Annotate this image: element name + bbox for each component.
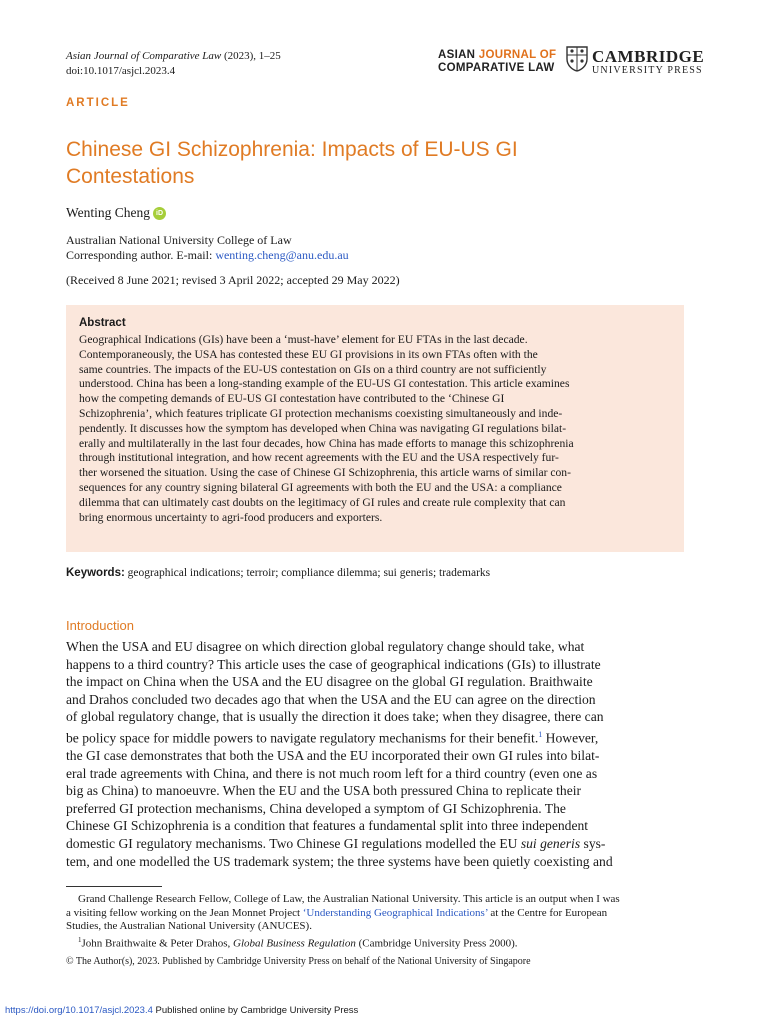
author-name: Wenting Cheng [66, 205, 151, 220]
journal-meta: (2023), 1–25 [221, 50, 281, 62]
email-link[interactable]: wenting.cheng@anu.edu.au [215, 248, 349, 262]
abstract-text [79, 333, 671, 525]
doi-line[interactable]: doi:10.1017/asjcl.2023.4 [66, 65, 176, 77]
article-type: ARTICLE [66, 97, 130, 109]
body-line: the impact on China when the USA and the EU disagree on the global GI regulation. Braithwaite [66, 674, 593, 690]
body-line: big as China) to manoeuvre. When the EU and the USA both pressured China to replicate their [66, 783, 582, 799]
affiliation [66, 233, 349, 263]
article-dates: (Received 8 June 2021; revised 3 April 2022; accepted 29 May 2022) [66, 273, 400, 287]
abstract-line: understood. China has been a long-standing example of the EU-US GI contestation. This article examines [79, 377, 570, 391]
footnote-affiliation-3: Studies, the Australian National University (ANUCES). [66, 920, 312, 932]
page-footer [5, 1005, 358, 1016]
abstract-line: bring enormous uncertainty to agri-food producers and exporters. [79, 510, 383, 524]
ajcl-logo-asian: ASIAN [438, 49, 479, 61]
author-line [66, 205, 166, 221]
body-line: the GI case demonstrates that both the USA and the EU incorporated their own GI rules into bilat- [66, 748, 600, 764]
cambridge-shield-icon [566, 46, 588, 72]
abstract-line: how the competing demands of EU-US GI contestation have contributed to the ‘Chinese GI [79, 392, 505, 406]
body-line: preferred GI protection mechanisms, China developed a symptom of GI Schizophrenia. The [66, 800, 566, 816]
ajcl-logo-comparative-law: COMPARATIVE LAW [438, 62, 555, 74]
project-link[interactable]: ‘Understanding Geographical Indications’ [302, 906, 488, 919]
corresponding-author [66, 248, 349, 263]
body-line: When the USA and EU disagree on which direction global regulatory change should take, what [66, 639, 585, 654]
footnote-divider [66, 886, 162, 887]
body-line: tem, and one modelled the US trademark system; the three systems have been quietly coexisting and [66, 853, 613, 869]
article-title [66, 136, 626, 190]
abstract-line: same countries. The impacts of the EU-US contestation on GIs on a third country are not sufficiently [79, 362, 547, 376]
footnote-affiliation: Grand Challenge Research Fellow, College of Law, the Australian National University. This article is an output when I was [78, 893, 620, 905]
footnote-affiliation-2: a visiting fellow working on the Jean Monnet Project ‘Understanding Geographical Indications’ at the Centre for European [66, 906, 608, 919]
title-line-1: Chinese GI Schizophrenia: Impacts of EU-US GI [66, 138, 518, 161]
abstract-line: Geographical Indications (GIs) have been a ‘must-have’ element for EU FTAs in the last decade. [79, 333, 528, 346]
abstract-line: Contemporaneously, the USA has contested these EU GI provisions in its own FTAs often with the [79, 347, 538, 361]
journal-name: Asian Journal of Comparative Law [66, 50, 222, 62]
body-line: domestic GI regulatory mechanisms. Two Chinese GI regulations modelled the EU sui generis sys- [66, 836, 606, 852]
abstract-line: ther worsened the situation. Using the case of Chinese GI Schizophrenia, this article warns of similar con- [79, 466, 571, 480]
body-line: be policy space for middle powers to navigate regulatory mechanisms for their benefit.$^1$ However, [66, 729, 599, 746]
introduction-body [66, 638, 686, 870]
footnote-ref-1[interactable]: 1 [538, 729, 543, 739]
keywords-label: Keywords: [66, 567, 125, 579]
abstract-line: pendently. It discusses how the symptom has developed when China was navigating GI regulations bilat- [79, 421, 567, 435]
footer-doi-link[interactable]: https://doi.org/10.1017/asjcl.2023.4 [5, 1005, 153, 1016]
abstract-line: sequences for any country signing bilateral GI agreements with both the EU and the USA: a compliance [79, 480, 562, 494]
cambridge-logo-name: CAMBRIDGE [592, 47, 705, 66]
footnotes [66, 893, 686, 951]
abstract-line: through institutional integration, and how recent agreements with the EU and the USA respectively fur- [79, 451, 559, 465]
body-line: Chinese GI Schizophrenia is a condition that features a fundamental split into three independent [66, 818, 589, 834]
body-line: eral trade agreements with China, and there is not much room left for a third country (even one as [66, 765, 598, 781]
cambridge-logo[interactable] [592, 48, 704, 77]
ajcl-logo[interactable] [438, 49, 556, 75]
body-line: happens to a third country? This article uses the case of geographical indications (GIs) to illustrate [66, 656, 601, 672]
keywords-list: geographical indications; terroir; compliance dilemma; sui generis; trademarks [124, 567, 491, 579]
abstract-line: Schizophrenia’, which features triplicate GI protection mechanisms coexisting simultaneously and inde- [79, 406, 563, 420]
body-line: of global regulatory change, that is usually the direction it does take; when they disagree, there can [66, 709, 604, 725]
orcid-icon[interactable]: iD [153, 207, 166, 220]
abstract-line: dilemma that can ultimately cast doubts on the legitimacy of GI rules and create rule complexity that can [79, 495, 566, 509]
journal-citation [66, 49, 281, 63]
abstract-line: erally and multilaterally in the last four decades, how China has made efforts to manage this schizophrenia [79, 436, 574, 450]
corresponding-prefix: Corresponding author. E-mail: [66, 248, 216, 262]
title-line-2: Contestations [66, 165, 195, 188]
footer-published: Published online by Cambridge University Press [152, 1005, 359, 1016]
abstract-heading: Abstract [79, 317, 126, 329]
institution: Australian National University College of Law [66, 233, 292, 247]
ajcl-logo-journal-of: JOURNAL OF [478, 49, 557, 61]
keywords [66, 567, 490, 579]
cambridge-logo-press: UNIVERSITY PRESS [592, 65, 703, 76]
body-line: and Drahos concluded two decades ago that when the USA and the EU can agree on the direction [66, 691, 596, 707]
footnote-1: $^1$John Braithwaite & Peter Drahos, Global Business Regulation (Cambridge University Press 2000). [78, 935, 518, 950]
copyright-notice: © The Author(s), 2023. Published by Cambridge University Press on behalf of the National University of Singapore [66, 956, 531, 967]
introduction-heading: Introduction [66, 618, 134, 633]
